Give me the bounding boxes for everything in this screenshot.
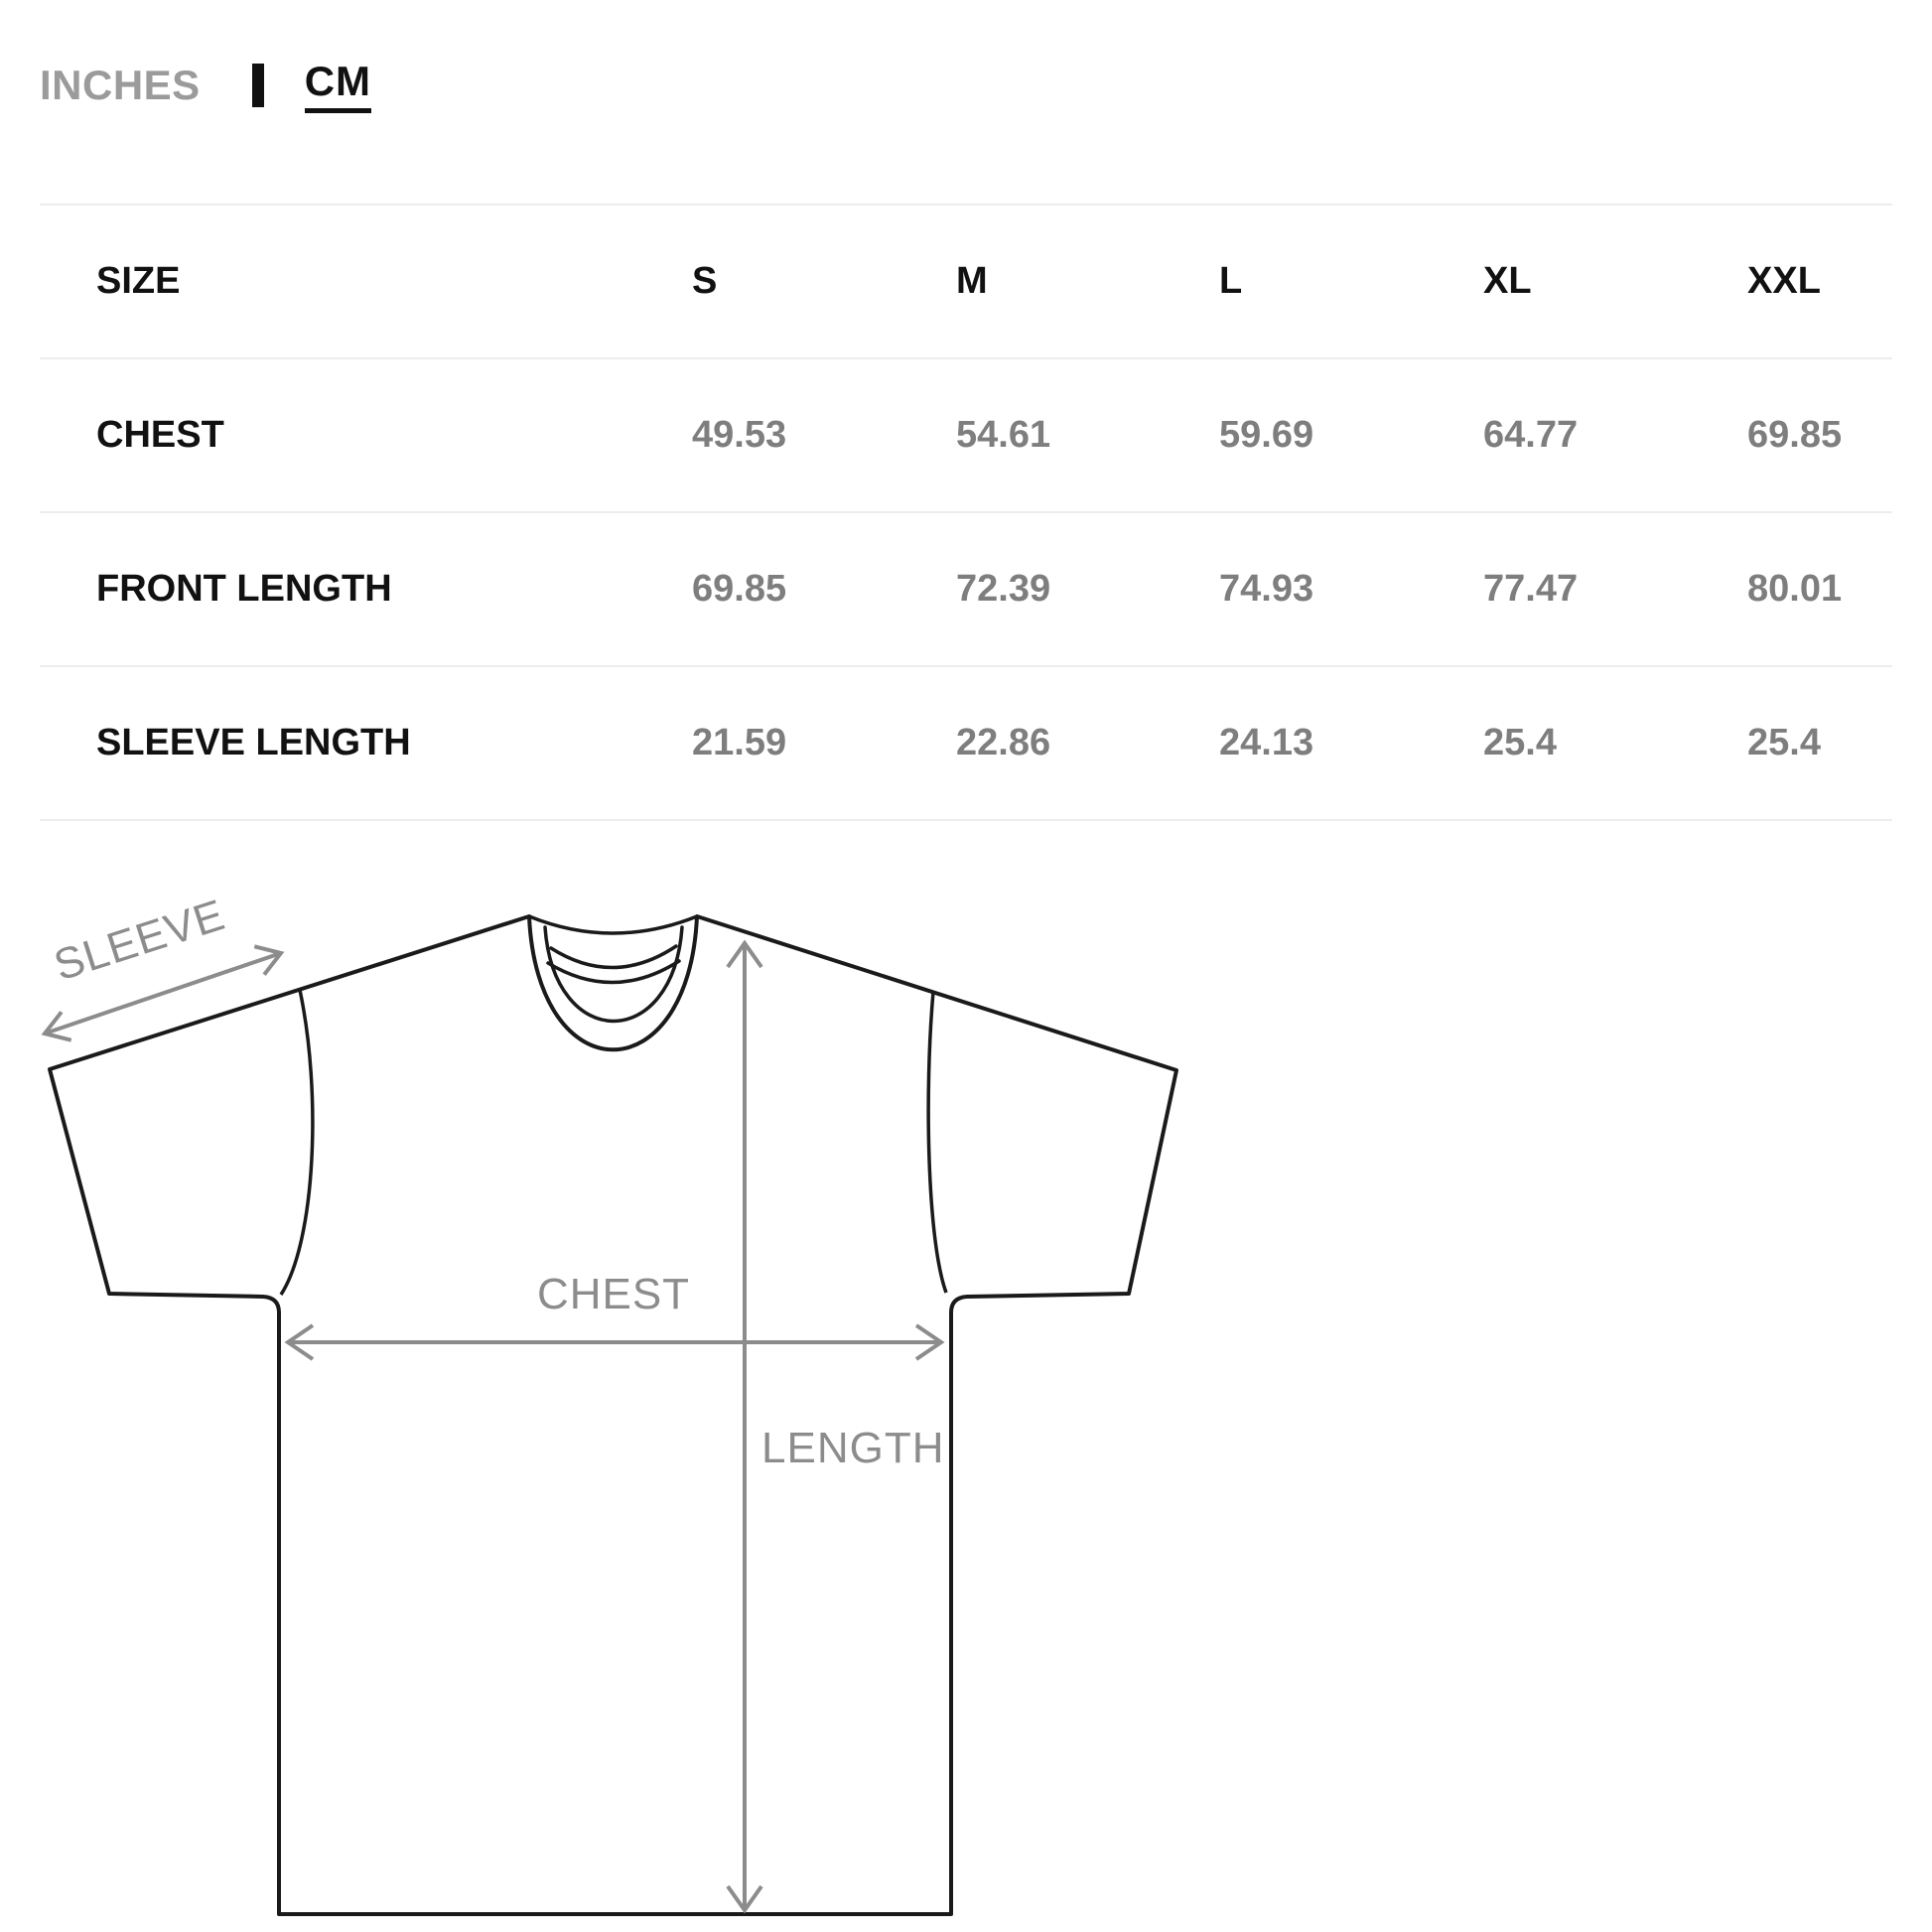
sleeve-length-value-l: 24.13: [1219, 722, 1314, 763]
tshirt-measurement-diagram: [0, 854, 1241, 1932]
column-header-xxl: XXL: [1747, 260, 1821, 302]
row-label-chest: CHEST: [96, 414, 224, 456]
row-label-sleeve-length: SLEEVE LENGTH: [96, 722, 411, 763]
chest-measure-label: CHEST: [536, 1270, 691, 1318]
table-row-sleeve-length: [40, 666, 1892, 820]
unit-toggle: [40, 58, 371, 113]
table-header-row: [40, 205, 1892, 358]
sleeve-measure-label: SLEEVE: [48, 890, 231, 991]
column-header-s: S: [692, 260, 718, 302]
chest-value-s: 49.53: [692, 414, 787, 456]
chest-value-m: 54.61: [956, 414, 1051, 456]
sleeve-length-value-s: 21.59: [692, 722, 787, 763]
column-header-size: SIZE: [96, 260, 181, 302]
chest-value-xxl: 69.85: [1747, 414, 1843, 456]
front-length-value-xxl: 80.01: [1747, 568, 1843, 610]
length-measure-label: LENGTH: [761, 1424, 945, 1472]
size-chart-table: [40, 204, 1892, 821]
table-row-front-length: [40, 512, 1892, 666]
sleeve-length-value-xxl: 25.4: [1747, 722, 1821, 763]
chest-value-l: 59.69: [1219, 414, 1314, 456]
front-length-value-s: 69.85: [692, 568, 787, 610]
sleeve-length-value-xl: 25.4: [1483, 722, 1557, 763]
column-header-l: L: [1219, 260, 1243, 302]
unit-toggle-separator: [252, 64, 264, 107]
collar-detail: [529, 916, 697, 1022]
column-header-xl: XL: [1483, 260, 1532, 302]
column-header-m: M: [956, 260, 988, 302]
unit-option-inches[interactable]: INCHES: [40, 62, 201, 108]
tshirt-outline: [50, 916, 1176, 1914]
front-length-value-m: 72.39: [956, 568, 1051, 610]
front-length-value-l: 74.93: [1219, 568, 1314, 610]
unit-option-cm[interactable]: CM: [305, 58, 371, 113]
sleeve-length-value-m: 22.86: [956, 722, 1051, 763]
front-length-value-xl: 77.47: [1483, 568, 1579, 610]
chest-value-xl: 64.77: [1483, 414, 1579, 456]
row-label-front-length: FRONT LENGTH: [96, 568, 392, 610]
table-row-chest: [40, 358, 1892, 512]
